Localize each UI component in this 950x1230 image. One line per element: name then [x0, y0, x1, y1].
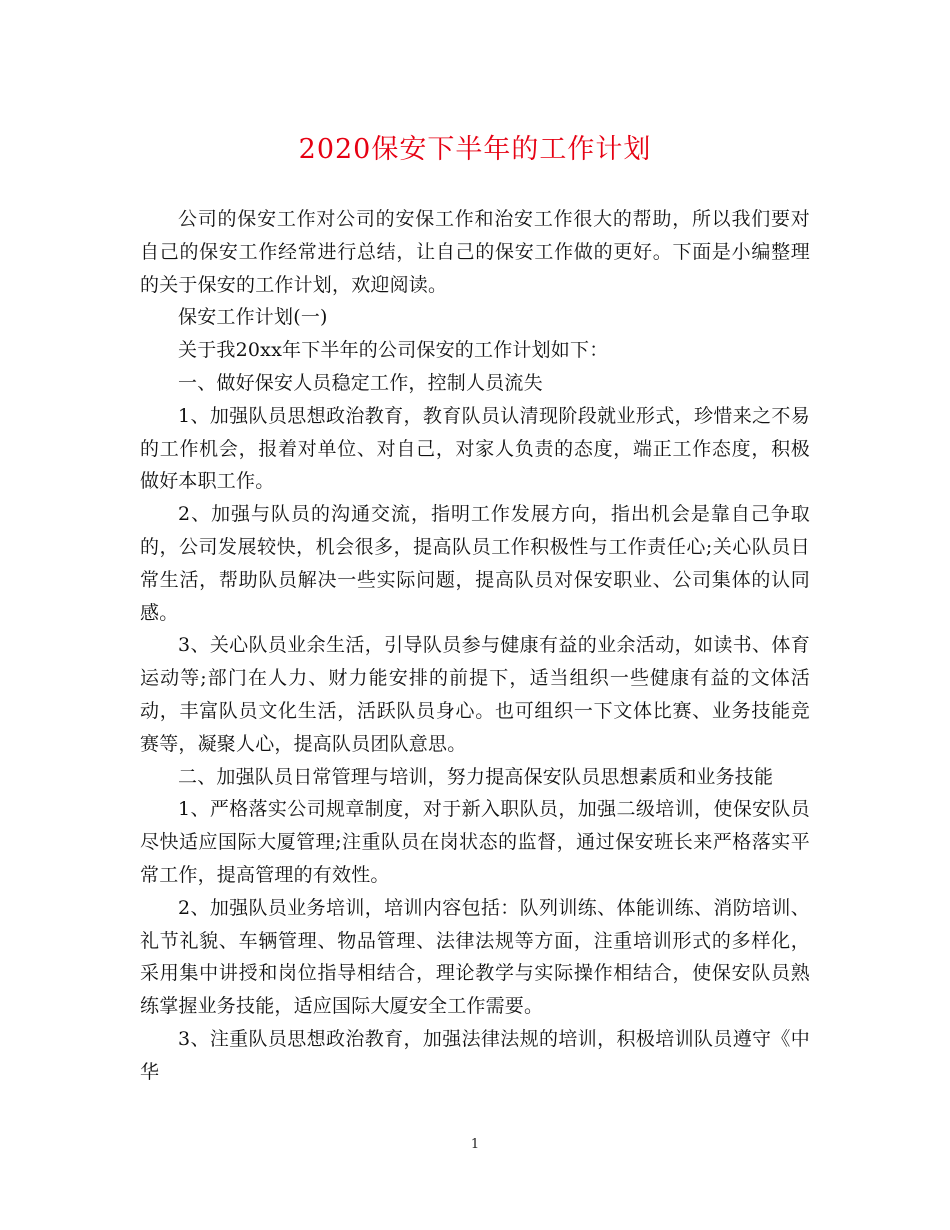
- paragraph-item-2-3: 3、注重队员思想政治教育，加强法律法规的培训，积极培训队员遵守《中华: [140, 1027, 810, 1083]
- paragraph-item-1-2: 2、加强与队员的沟通交流，指明工作发展方向，指出机会是靠自己争取的，公司发展较快，机会很多，提高队员工作积极性与工作责任心;关心队员日常生活，帮助队员解决一些实际问题，提高队员对保安职业、公司集体的认同感。: [140, 503, 810, 624]
- intro-paragraph: 公司的保安工作对公司的安保工作和治安工作很大的帮助，所以我们要对自己的保安工作经常进行总结，让自己的保安工作做的更好。下面是小编整理的关于保安的工作计划，欢迎阅读。: [140, 208, 810, 296]
- paragraph-item-1-1: 1、加强队员思想政治教育，教育队员认清现阶段就业形式，珍惜来之不易的工作机会，报着对单位、对自己，对家人负责的态度，端正工作态度，积极做好本职工作。: [140, 404, 810, 493]
- plan-intro-paragraph: 关于我20xx年下半年的公司保安的工作计划如下：: [178, 339, 609, 362]
- paragraph-item-1-3: 3、关心队员业余生活，引导队员参与健康有益的业余活动，如读书、体育运动等;部门在人力、财力能安排的前提下，适当组织一些健康有益的文体活动，丰富队员文化生活，活跃队员身心。也可组织一下文体比赛、业务技能竞赛等，凝聚人心，提高队员团队意思。: [140, 634, 810, 755]
- section-heading-two: 二、加强队员日常管理与培训，努力提高保安队员思想素质和业务技能: [178, 765, 774, 788]
- document-body: [140, 203, 810, 1089]
- document-title: 2020保安下半年的工作计划: [298, 134, 652, 165]
- section-heading-one: 一、做好保安人员稳定工作，控制人员流失: [178, 371, 543, 394]
- section-heading-plan-one: 保安工作计划(一): [178, 306, 328, 329]
- page-number: 1: [470, 1137, 480, 1152]
- paragraph-item-2-1: 1、严格落实公司规章制度，对于新入职队员，加强二级培训，使保安队员尽快适应国际大厦管理;注重队员在岗状态的监督，通过保安班长来严格落实平常工作，提高管理的有效性。: [140, 798, 810, 886]
- paragraph-item-2-2: 2、加强队员业务培训，培训内容包括：队列训练、体能训练、消防培训、礼节礼貌、车辆管理、物品管理、法律法规等方面，注重培训形式的多样化，采用集中讲授和岗位指导相结合，理论教学与实际操作相结合，使保安队员熟练掌握业务技能，适应国际大厦安全工作需要。: [140, 896, 810, 1018]
